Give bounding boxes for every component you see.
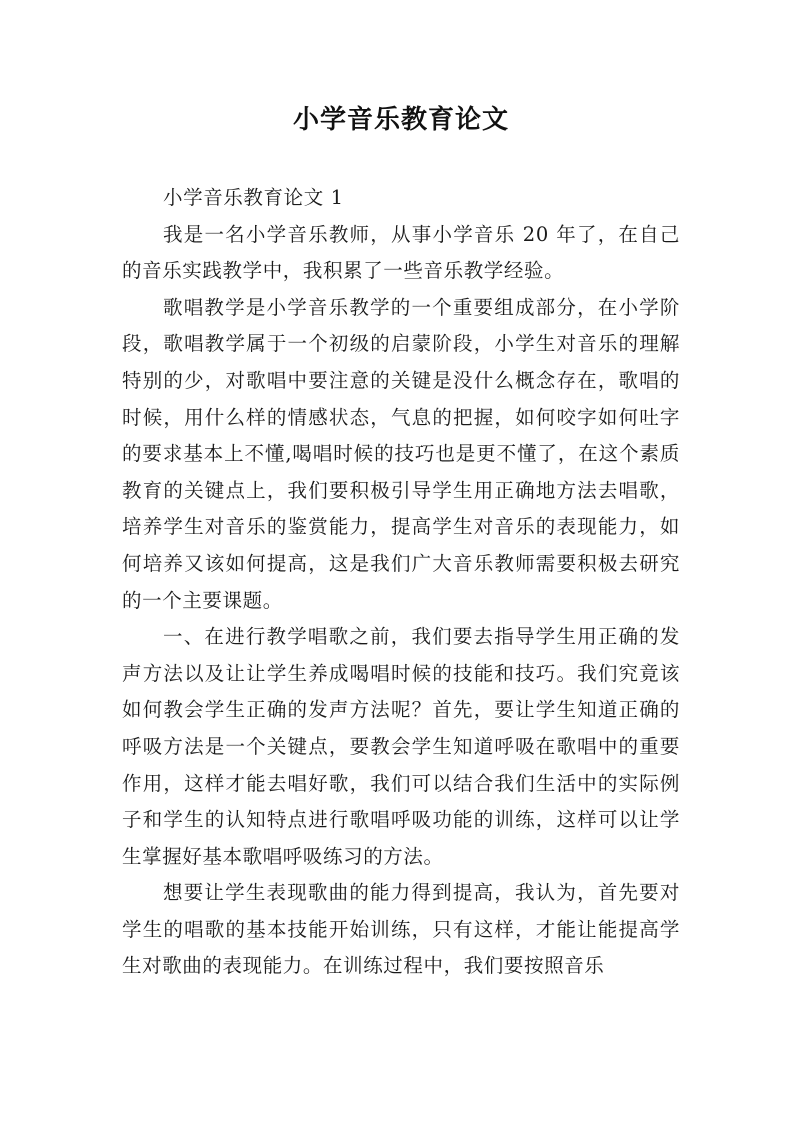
- document-body: [122, 180, 680, 985]
- section-subheading: 小学音乐教育论文 1: [163, 186, 344, 209]
- paragraph-vocal-method: 一、在进行教学唱歌之前，我们要去指导学生用正确的发声方法以及让让学生养成喝唱时候的技能和技巧。我们究竟该如何教会学生正确的发声方法呢？首先，要让学生知道正确的呼吸方法是一个关键点，要教会学生知道呼吸在歌唱中的重要作用，这样才能去唱好歌，我们可以结合我们生活中的实际例子和学生的认知特点进行歌唱呼吸功能的训练，这样可以让学生掌握好基本歌唱呼吸练习的方法。: [122, 625, 680, 868]
- paragraph-singing-teaching: 歌唱教学是小学音乐教学的一个重要组成部分，在小学阶段，歌唱教学属于一个初级的启蒙阶段，小学生对音乐的理解特别的少，对歌唱中要注意的关键是没什么概念存在，歌唱的时候，用什么样的情感状态，气息的把握，如何咬字如何吐字的要求基本上不懂,喝唱时候的技巧也是更不懂了，在这个素质教育的关键点上，我们要积极引导学生用正确地方法去唱歌，培养学生对音乐的鉴赏能力，提高学生对音乐的表现能力，如何培养又该如何提高，这是我们广大音乐教师需要积极去研究的一个主要课题。: [122, 295, 680, 612]
- paragraph-expression-ability: 想要让学生表现歌曲的能力得到提高，我认为，首先要对学生的唱歌的基本技能开始训练，只有这样，才能让能提高学生对歌曲的表现能力。在训练过程中，我们要按照音乐: [122, 881, 680, 978]
- page-title: 小学音乐教育论文: [292, 105, 509, 135]
- paragraph-intro: 我是一名小学音乐教师，从事小学音乐 20 年了，在自己的音乐实践教学中，我积累了一些音乐教学经验。: [122, 222, 680, 283]
